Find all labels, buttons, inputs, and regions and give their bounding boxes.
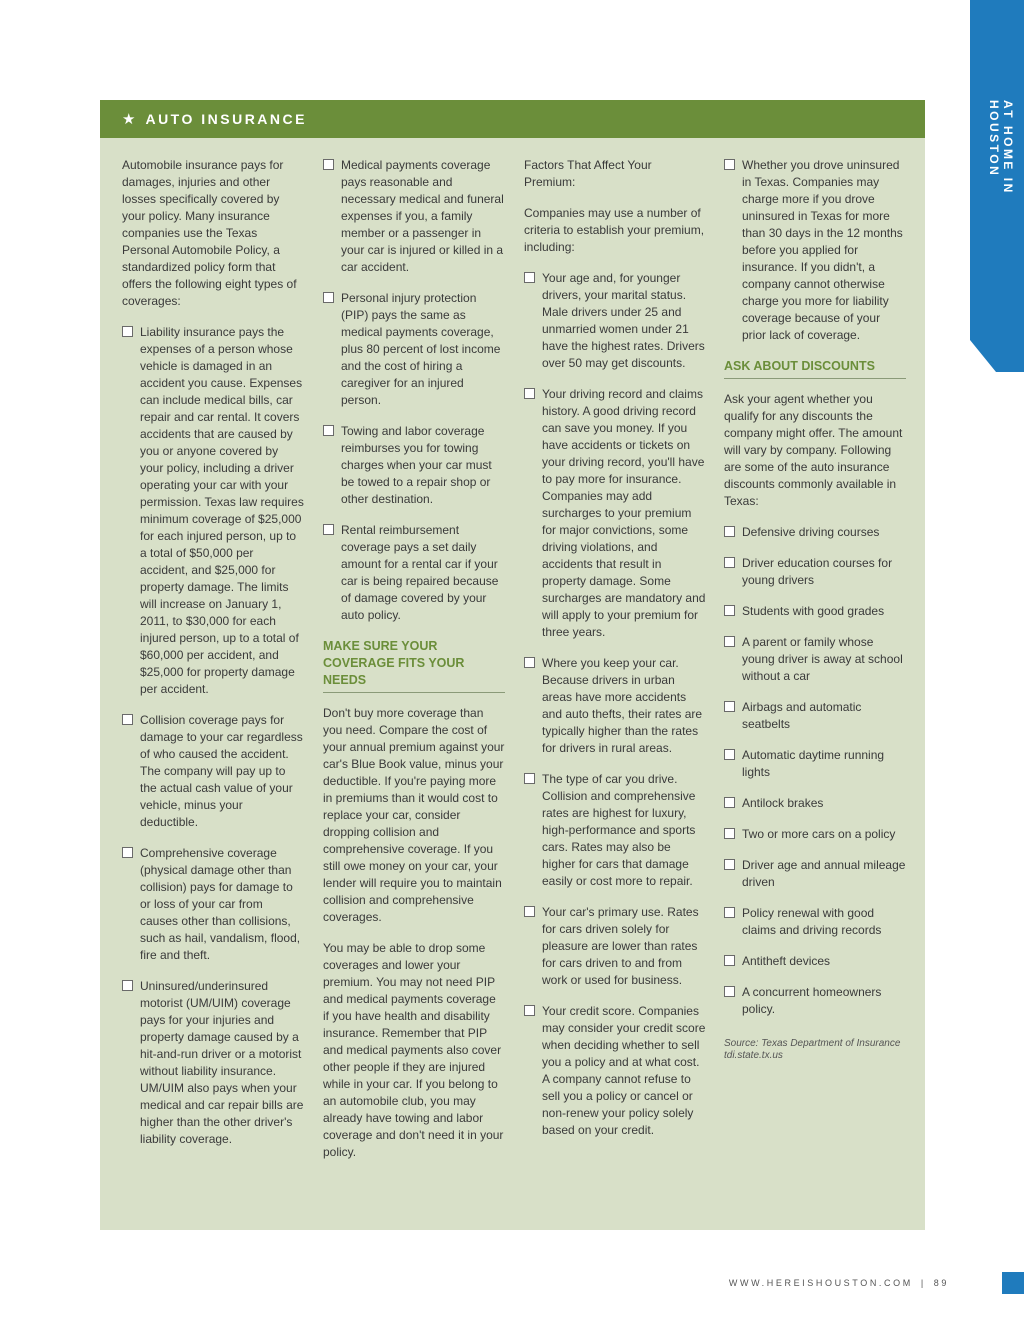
footer-url[interactable]: WWW.HEREISHOUSTON.COM	[728, 1278, 913, 1288]
discount-item	[724, 634, 906, 685]
coverage-item	[323, 157, 505, 276]
coverage-item	[323, 522, 505, 624]
checkbox-icon	[724, 907, 735, 918]
checkbox-icon	[524, 906, 535, 917]
factor-item	[724, 157, 906, 344]
checkbox-icon	[323, 159, 334, 170]
discount-item	[724, 953, 906, 970]
footer-separator: |	[920, 1278, 926, 1288]
discount-text: Policy renewal with good claims and driving records	[742, 906, 882, 937]
discount-text: Automatic daytime running lights	[742, 748, 885, 779]
coverage-text: Collision coverage pays for damage to your car regardless of who caused the accident. The company will pay up to the actual cash value of your vehicle, minus your deductible.	[140, 713, 303, 829]
discount-text: Antitheft devices	[742, 954, 831, 968]
corner-tab	[1002, 1272, 1024, 1294]
discount-text: Driver age and annual mileage driven	[742, 858, 906, 889]
factor-item	[524, 386, 706, 641]
coverage-item	[122, 712, 304, 831]
factors-intro: Companies may use a number of criteria to establish your premium, including:	[524, 206, 705, 254]
factor-text: Your driving record and claims history. A good driving record can save you money. If you have accidents or tickets on your driving record, you'll have to pay more for insurance. Companies may add surcharges to your premium for major convictions, some driving violations, and accidents that result in property damage. Some surcharges are mandatory and will apply to your premium for three years.	[542, 387, 706, 639]
discount-item	[724, 603, 906, 620]
column-4	[724, 157, 906, 1062]
discount-text: Antilock brakes	[742, 796, 824, 810]
column-3	[524, 157, 706, 1153]
factor-text: Your credit score. Companies may consider your credit score when deciding whether to sell you a policy and at what cost. A company cannot refuse to sell you a policy or cancel or non-renew your policy solely based on your credit.	[542, 1004, 706, 1137]
discount-item	[724, 857, 906, 891]
discount-item	[724, 905, 906, 939]
factors-heading: Factors That Affect Your Premium:	[524, 158, 652, 189]
discount-item	[724, 984, 906, 1018]
coverage-item	[323, 290, 505, 409]
panel-header	[100, 100, 925, 138]
discount-item	[724, 747, 906, 781]
body-paragraph: Don't buy more coverage than you need. Compare the cost of your annual premium against your car's Blue Book value, minus your deductible. If you're paying more in premiums than it would cost to replace your car, consider dropping collision and comprehensive coverage. If you still owe money on your car, your lender will require you to maintain collision and comprehensive coverages.	[323, 706, 505, 924]
checkbox-icon	[323, 292, 334, 303]
discount-item	[724, 524, 906, 541]
coverage-item	[323, 423, 505, 508]
checkbox-icon	[524, 773, 535, 784]
factor-text: Where you keep your car. Because drivers in urban areas have more accidents and auto thefts, their rates are typically higher than the rates for drivers in rural areas.	[542, 656, 703, 755]
star-icon: ★	[122, 111, 136, 128]
coverage-text: Rental reimbursement coverage pays a set daily amount for a rental car if your car is being repaired because of damage covered by your auto policy.	[341, 523, 499, 622]
auto-insurance-panel	[100, 100, 925, 1230]
column-1	[122, 157, 304, 1162]
checkbox-icon	[724, 749, 735, 760]
discount-text: A parent or family whose young driver is away at school without a car	[742, 635, 903, 683]
coverage-text: Liability insurance pays the expenses of a person whose vehicle is damaged in an accident you cause. Expenses can include medical bills, car repair and car rental. It covers accidents that are caused by you or anyone covered by your policy, including a driver operating your car with your permission. Texas law requires minimum coverage of $25,000 for each injured person, up to a total of $50,000 per accident, and $25,000 for property damage. The limits will increase on January 1, 2011, to $30,000 for each injured person, up to a total of $60,000 per accident, and $25,000 for property damage per accident.	[140, 325, 304, 696]
coverage-text: Comprehensive coverage (physical damage other than collision) pays for damage to or loss of your car from causes other than collisions, such as hail, vandalism, flood, fire and theft.	[140, 846, 301, 962]
checkbox-icon	[724, 986, 735, 997]
section-title-discounts: ASK ABOUT DISCOUNTS	[724, 358, 906, 379]
checkbox-icon	[524, 388, 535, 399]
factor-text: Your age and, for younger drivers, your marital status. Male drivers under 25 and unmarried women under 21 have the highest rates. Drivers over 50 may get discounts.	[542, 271, 705, 370]
checkbox-icon	[724, 526, 735, 537]
factor-item	[524, 1003, 706, 1139]
discount-text: Defensive driving courses	[742, 525, 880, 539]
discount-text: A concurrent homeowners policy.	[742, 985, 882, 1016]
coverage-text: Medical payments coverage pays reasonable and necessary medical and funeral expenses if you, a family member or a passenger in your car is injured or killed in a car accident.	[341, 158, 504, 274]
discount-text: Two or more cars on a policy	[742, 827, 896, 841]
factor-text: Your car's primary use. Rates for cars driven solely for pleasure are lower than rates for cars driven to and from work or used for business.	[542, 905, 699, 987]
body-paragraph: You may be able to drop some coverages and lower your premium. You may not need PIP and medical payments coverage if you have health and disability insurance. Remember that PIP and medical payments also cover other people if they are injured while in your car. If you belong to an automobile club, you may already have towing and labor coverage and don't need it in your policy.	[323, 941, 504, 1159]
discount-text: Airbags and automatic seatbelts	[742, 700, 862, 731]
factor-item	[524, 771, 706, 890]
discounts-intro: Ask your agent whether you qualify for any discounts the company might offer. The amount will vary by company. Following are some of the auto insurance discounts commonly available in Texas:	[724, 392, 903, 508]
checkbox-icon	[524, 1005, 535, 1016]
checkbox-icon	[524, 657, 535, 668]
checkbox-icon	[122, 326, 133, 337]
coverage-item	[122, 978, 304, 1148]
checkbox-icon	[323, 425, 334, 436]
discount-text: Students with good grades	[742, 604, 885, 618]
coverage-text: Uninsured/underinsured motorist (UM/UIM) coverage pays for your injuries and property damage caused by a hit-and-run driver or a motorist without liability insurance. UM/UIM also pays when your medical and car repair bills are higher than the other driver's liability coverage.	[140, 979, 304, 1146]
coverage-text: Towing and labor coverage reimburses you for towing charges when your car must be towed to a repair shop or other destination.	[341, 424, 492, 506]
checkbox-icon	[724, 159, 735, 170]
checkbox-icon	[724, 636, 735, 647]
column-2	[323, 157, 505, 1175]
coverage-text: Personal injury protection (PIP) pays the same as medical payments coverage, plus 80 percent of lost income and the cost of hiring a caregiver for an injured person.	[341, 291, 501, 407]
discount-item	[724, 826, 906, 843]
page-footer	[729, 1278, 949, 1288]
factor-item	[524, 270, 706, 372]
checkbox-icon	[724, 557, 735, 568]
discount-item	[724, 555, 906, 589]
coverage-item	[122, 324, 304, 698]
checkbox-icon	[724, 828, 735, 839]
discount-item	[724, 699, 906, 733]
section-title-coverage-fits: MAKE SURE YOUR COVERAGE FITS YOUR NEEDS	[323, 638, 505, 693]
discount-item	[724, 795, 906, 812]
factor-text: Whether you drove uninsured in Texas. Companies may charge more if you drove uninsured in Texas for more than 30 days in the 12 months before you applied for insurance. If you didn't, a company cannot otherwise charge you more for liability coverage because of your prior lack of coverage.	[742, 158, 903, 342]
intro-paragraph: Automobile insurance pays for damages, injuries and other losses specifically covered by your policy. Many insurance companies use the Texas Personal Automobile Policy, a standardized policy form that offers the following eight types of coverages:	[122, 158, 297, 308]
checkbox-icon	[724, 859, 735, 870]
checkbox-icon	[323, 524, 334, 535]
factor-item	[524, 904, 706, 989]
coverage-item	[122, 845, 304, 964]
checkbox-icon	[122, 980, 133, 991]
factor-text: The type of car you drive. Collision and comprehensive rates are highest for luxury, high-performance and sports cars. Rates may also be higher for cars that damage easily or cost more to repair.	[542, 772, 696, 888]
factor-item	[524, 655, 706, 757]
checkbox-icon	[724, 605, 735, 616]
checkbox-icon	[122, 714, 133, 725]
checkbox-icon	[724, 955, 735, 966]
checkbox-icon	[724, 701, 735, 712]
panel-title: AUTO INSURANCE	[145, 111, 307, 127]
side-tab-label: AT HOME IN HOUSTON	[987, 100, 1015, 195]
checkbox-icon	[524, 272, 535, 283]
checkbox-icon	[122, 847, 133, 858]
source-note: Source: Texas Department of Insurance tdi.state.tx.us	[724, 1038, 901, 1061]
checkbox-icon	[724, 797, 735, 808]
page-number: 89	[933, 1278, 949, 1288]
discount-text: Driver education courses for young drivers	[742, 556, 893, 587]
